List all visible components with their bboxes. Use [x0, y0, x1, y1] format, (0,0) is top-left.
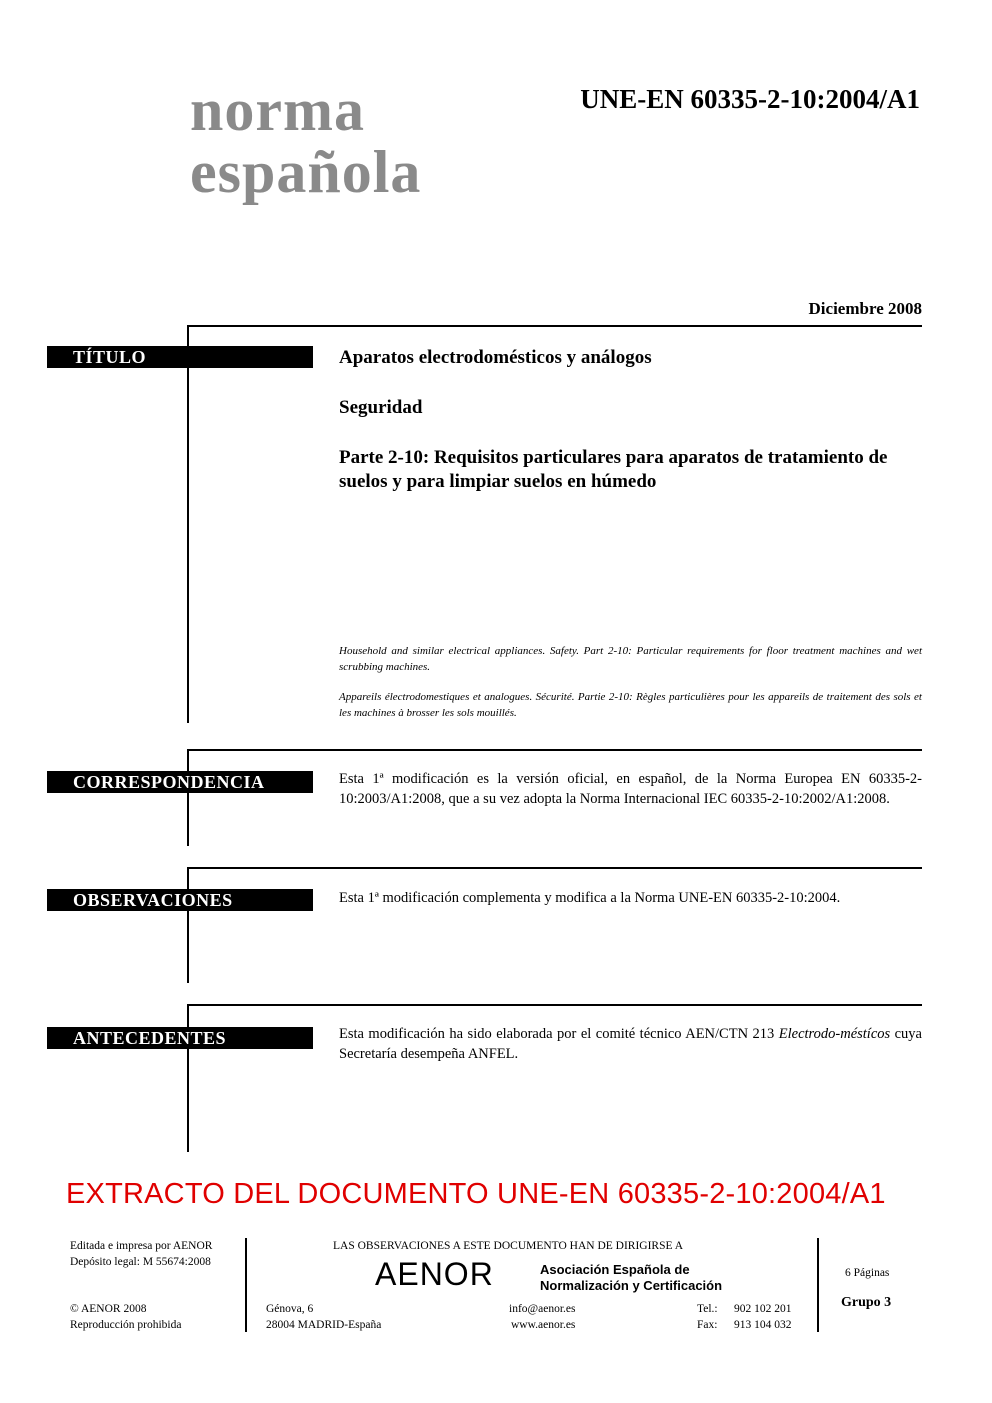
antecedentes-label: ANTECEDENTES — [47, 1027, 313, 1049]
footer-pages: 6 Páginas — [845, 1267, 890, 1279]
correspondencia-text: Esta 1ª modificación es la versión oficial, en español, de la Norma Europea EN 60335-2-10:2003/A1:2008, que a su vez adopta la Norma Internacional IEC 60335-2-10:2002/A1:2008. — [339, 771, 922, 807]
french-title: Appareils électrodomestiques et analogues. Sécurité. Partie 2-10: Règles particulières pour les appareils de traitement des sols et les machines à brosser les sols mouillés. — [339, 691, 922, 719]
espanola-word: española — [190, 139, 422, 205]
antecedentes-divider — [187, 1004, 922, 1006]
footer-observations-note: LAS OBSERVACIONES A ESTE DOCUMENTO HAN DE DIRIGIRSE A — [333, 1240, 684, 1252]
titulo-divider — [187, 325, 922, 327]
committee-name: Electrodo-méstícos — [778, 1026, 891, 1042]
english-title: Household and similar electrical appliances. Safety. Part 2-10: Particular requirements for floor treatment machines and wet scrubbing machines. — [339, 645, 922, 673]
aenor-subtitle-1: Asociación Española de — [540, 1262, 690, 1277]
correspondencia-vertical-rule — [187, 749, 189, 846]
titulo-vertical-rule — [187, 325, 189, 723]
footer-tel: 902 102 201 — [734, 1303, 792, 1315]
antecedentes-text — [339, 1024, 922, 1064]
aenor-logo: AENOR — [375, 1256, 494, 1292]
correspondencia-label: CORRESPONDENCIA — [47, 771, 313, 793]
footer-divider-right — [817, 1238, 819, 1332]
footer-email[interactable]: info@aenor.es — [509, 1303, 576, 1315]
correspondencia-divider — [187, 749, 922, 751]
title-line-2: Seguridad — [339, 397, 423, 418]
footer-address-1: Génova, 6 — [266, 1303, 314, 1315]
footer-deposit: Depósito legal: M 55674:2008 — [70, 1256, 211, 1268]
footer-divider-left — [245, 1238, 247, 1332]
titulo-label: TÍTULO — [47, 346, 313, 368]
antecedentes-text-start: Esta modificación ha sido elaborada por el comité técnico AEN/CTN 213 — [339, 1026, 779, 1042]
norma-word: norma — [190, 77, 365, 143]
footer-web[interactable]: www.aenor.es — [511, 1319, 576, 1331]
title-line-3: Parte 2-10: Requisitos particulares para aparatos de tratamiento de suelos y para limpiar suelos en húmedo — [339, 447, 888, 492]
title-line-1: Aparatos electrodomésticos y análogos — [339, 347, 652, 368]
footer-reproduction: Reproducción prohibida — [70, 1319, 182, 1331]
footer-tel-label: Tel.: — [697, 1303, 718, 1315]
footer-fax-label: Fax: — [697, 1319, 718, 1331]
observaciones-divider — [187, 867, 922, 869]
antecedentes-text-end: cuya Secretaría desempeña ANFEL. — [339, 1026, 922, 1062]
standard-code: UNE-EN 60335-2-10:2004/A1 — [580, 84, 920, 114]
observaciones-vertical-rule — [187, 867, 189, 983]
observaciones-label: OBSERVACIONES — [47, 889, 313, 911]
observaciones-text: Esta 1ª modificación complementa y modifica a la Norma UNE-EN 60335-2-10:2004. — [339, 890, 841, 906]
footer-fax: 913 104 032 — [734, 1319, 792, 1331]
footer-edited: Editada e impresa por AENOR — [70, 1240, 213, 1252]
footer-group: Grupo 3 — [841, 1295, 892, 1310]
aenor-subtitle-2: Normalización y Certificación — [540, 1278, 723, 1293]
publication-date: Diciembre 2008 — [808, 299, 922, 318]
footer-copyright: © AENOR 2008 — [70, 1303, 147, 1315]
footer-address-2: 28004 MADRID-España — [266, 1319, 382, 1331]
extract-notice: EXTRACTO DEL DOCUMENTO UNE-EN 60335-2-10:2004/A1 — [66, 1178, 886, 1210]
